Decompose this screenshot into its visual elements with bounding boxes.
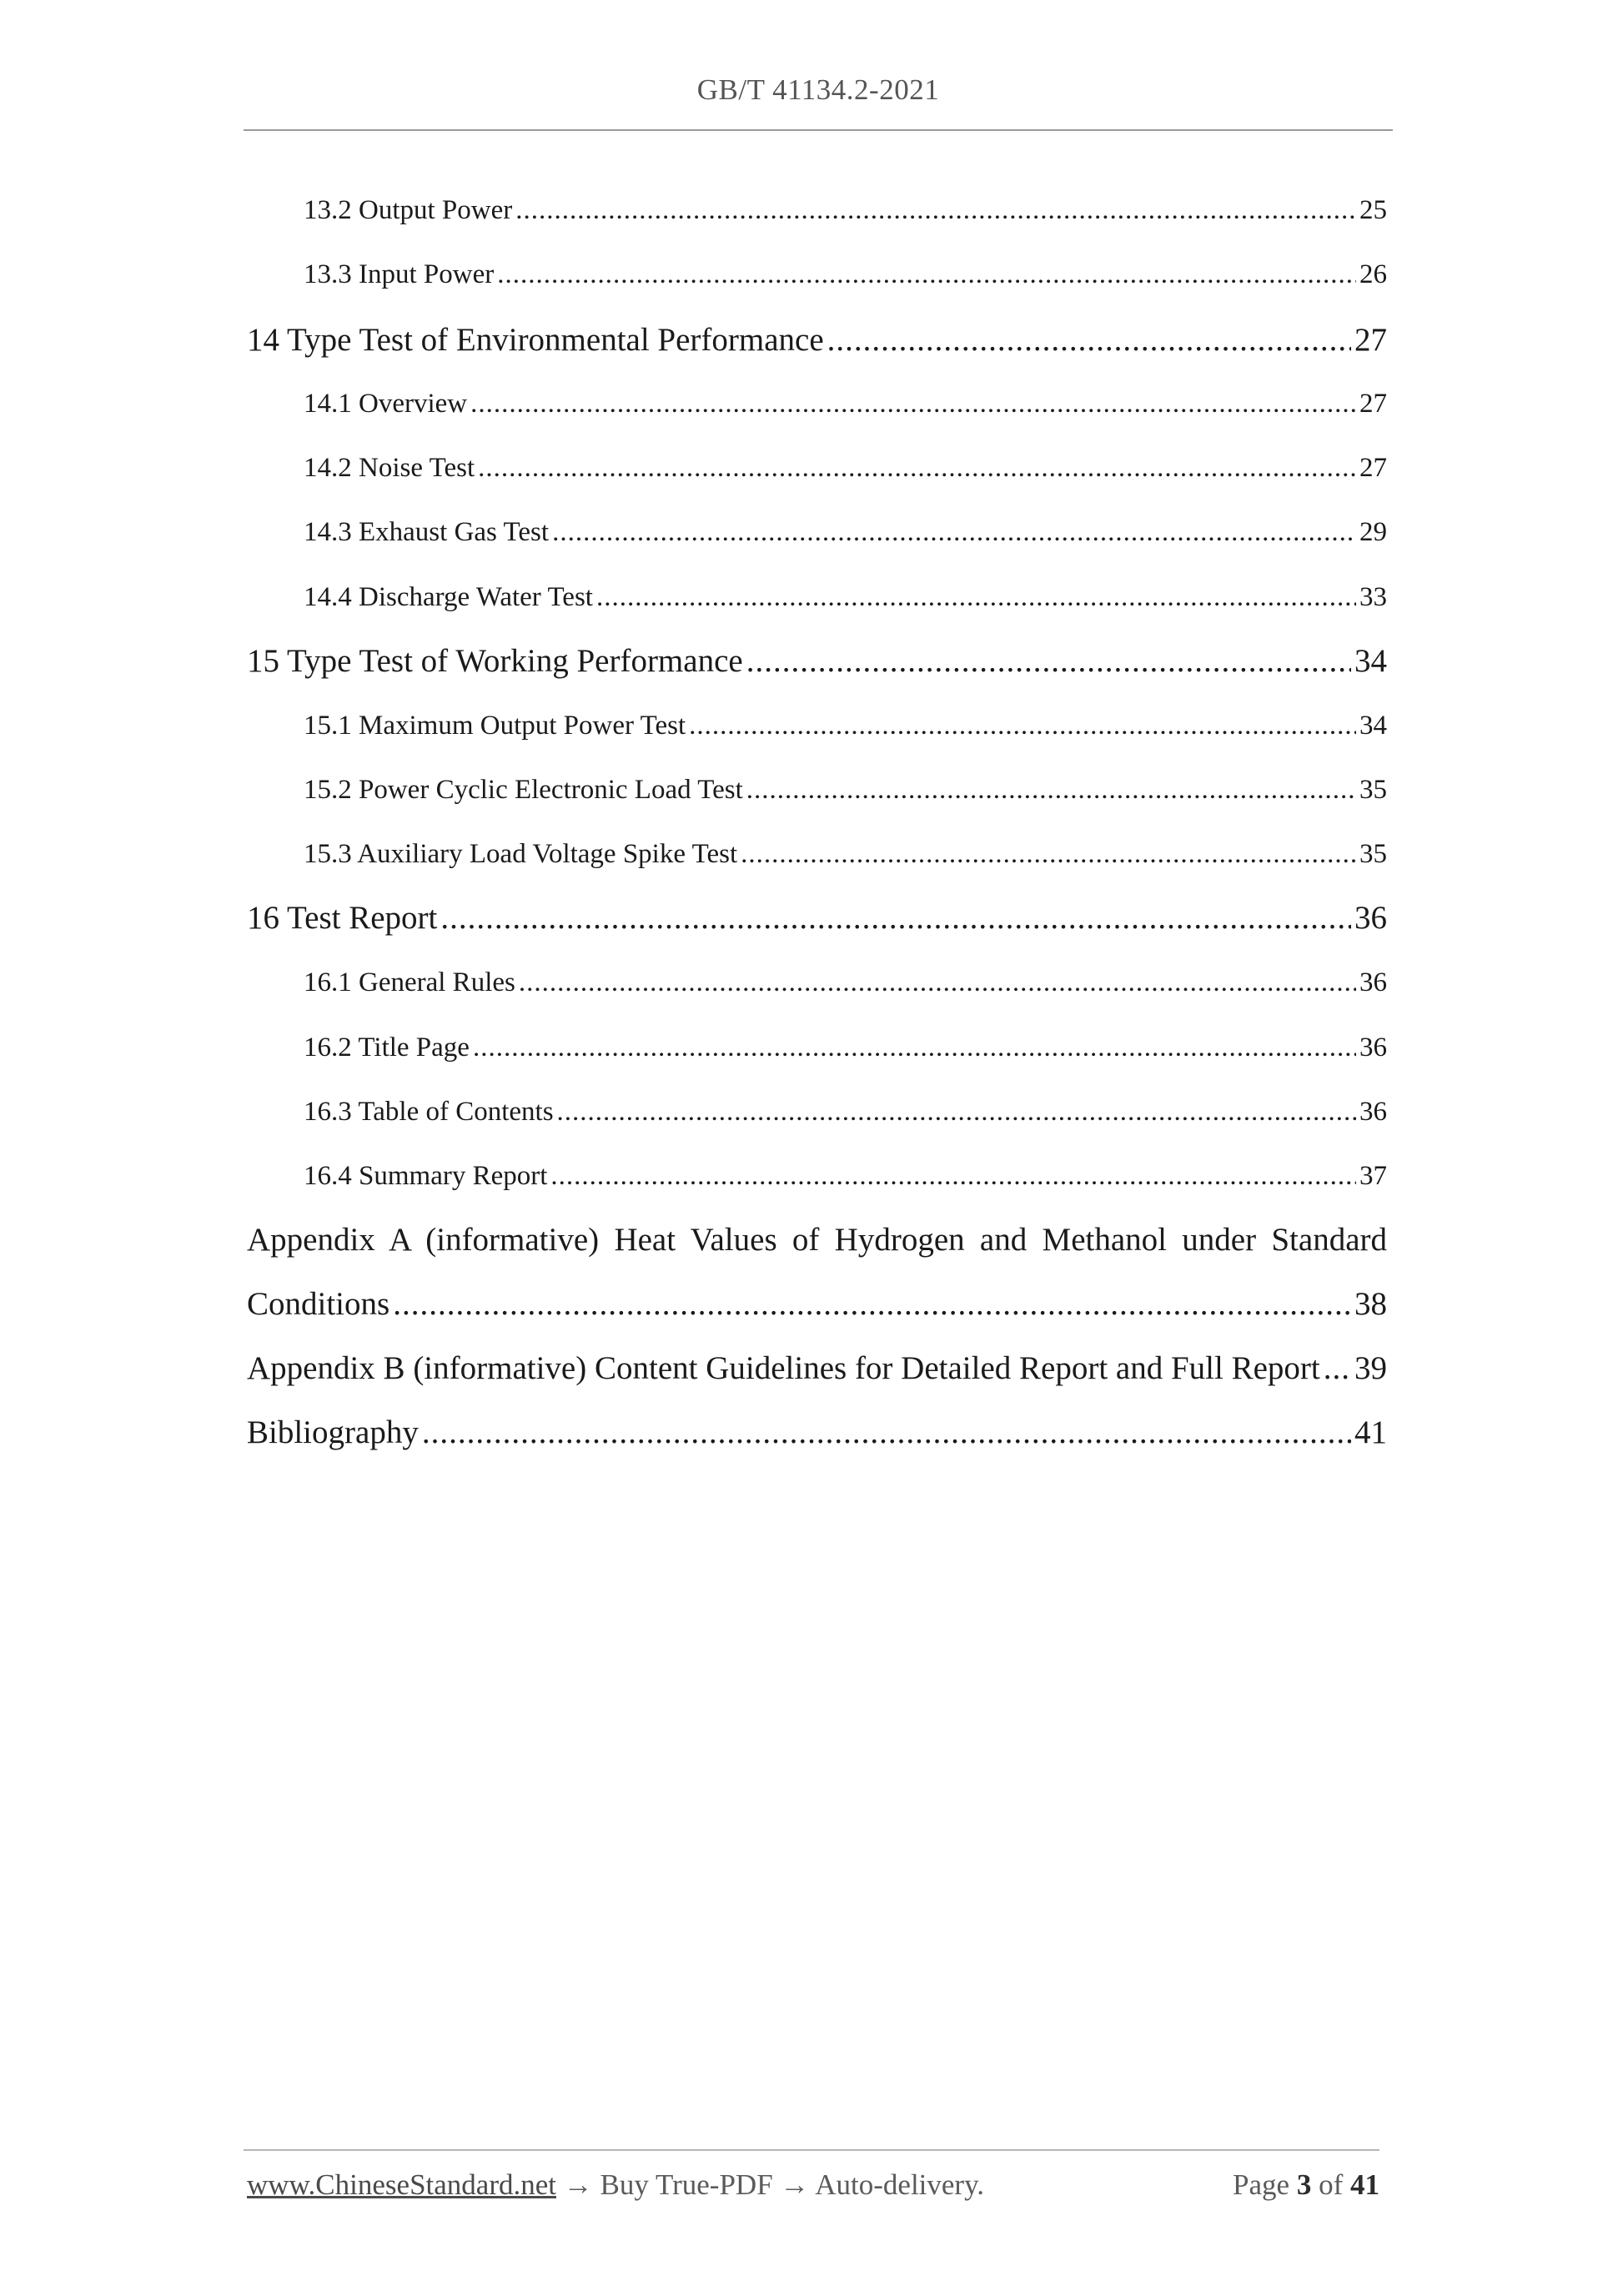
dot-leader [422, 1414, 1351, 1451]
toc-entry[interactable] [247, 642, 1387, 680]
toc-entry-title: 14.2 Noise Test [304, 453, 475, 483]
toc-entry-page: 27 [1354, 322, 1387, 358]
dot-leader [557, 1097, 1356, 1128]
toc-entry-title: Appendix B (informative) Content Guidelines for Detailed Report and Full Report [247, 1350, 1320, 1386]
toc-entry-title: 16.3 Table of Contents [304, 1097, 554, 1127]
toc-entry[interactable] [304, 582, 1387, 613]
toc-entry-title: 13.3 Input Power [304, 259, 495, 289]
toc-entry-page: 41 [1354, 1414, 1387, 1450]
buy-text: Buy True-PDF [600, 2168, 773, 2201]
toc-entry-page: 33 [1359, 582, 1387, 612]
arrow-right-icon: → [563, 2168, 593, 2201]
dot-leader [741, 839, 1356, 870]
dot-leader [550, 1161, 1356, 1192]
toc-entry-page: 36 [1354, 900, 1387, 936]
toc-entry[interactable] [304, 259, 1387, 290]
dot-leader [596, 582, 1356, 613]
toc-entry-page: 39 [1354, 1350, 1387, 1386]
toc-entry-page: 36 [1359, 967, 1387, 997]
toc-entry-page: 35 [1359, 775, 1387, 805]
toc-entry[interactable] [247, 1285, 1387, 1323]
toc-entry-page: 34 [1354, 643, 1387, 679]
dot-leader [827, 321, 1351, 359]
dot-leader [746, 642, 1351, 680]
current-page-number: 3 [1296, 2168, 1312, 2201]
toc-entry-title: 15.2 Power Cyclic Electronic Load Test [304, 775, 743, 805]
toc-entry[interactable] [304, 967, 1387, 998]
toc-entry[interactable] [304, 517, 1387, 548]
dot-leader [478, 453, 1356, 484]
dot-leader [440, 899, 1351, 937]
toc-entry[interactable] [247, 321, 1387, 359]
dot-leader [519, 967, 1356, 998]
toc-entry-title: 14 Type Test of Environmental Performance [247, 322, 824, 358]
toc-entry-title: 14.4 Discharge Water Test [304, 582, 593, 612]
toc-entry-page: 27 [1359, 389, 1387, 419]
toc-entry-page: 38 [1354, 1286, 1387, 1322]
footer-promo [247, 2168, 984, 2202]
dot-leader [1324, 1349, 1351, 1387]
toc-entry-page: 27 [1359, 453, 1387, 483]
dot-leader [393, 1285, 1351, 1323]
toc-entry-appendix-a-line1[interactable] [247, 1221, 1387, 1259]
toc-entry[interactable] [304, 453, 1387, 484]
toc-entry-title: 16.4 Summary Report [304, 1161, 548, 1191]
toc-entry-title: 15 Type Test of Working Performance [247, 643, 743, 679]
delivery-text: Auto-delivery. [815, 2168, 985, 2201]
dot-leader [497, 259, 1356, 290]
dot-leader [473, 1032, 1356, 1063]
toc-entry[interactable] [304, 1161, 1387, 1192]
dot-leader [689, 711, 1356, 741]
of-word: of [1319, 2168, 1344, 2201]
toc-entry[interactable] [304, 839, 1387, 870]
toc-entry-title: 15.1 Maximum Output Power Test [304, 711, 686, 741]
toc-entry[interactable] [247, 1349, 1387, 1387]
toc-entry-title: 13.2 Output Power [304, 195, 513, 225]
site-link[interactable]: www.ChineseStandard.net [247, 2168, 556, 2201]
toc-entry-page: 29 [1359, 517, 1387, 547]
toc-entry[interactable] [304, 1032, 1387, 1063]
page-indicator [1233, 2168, 1379, 2202]
toc-entry[interactable] [247, 899, 1387, 937]
footer-divider [244, 2149, 1379, 2151]
toc-entry-title: 16.1 General Rules [304, 967, 515, 997]
toc-entry-title: Appendix A (informative) Heat Values of Hydrogen and Methanol under Standard [247, 1222, 1387, 1258]
toc-entry[interactable] [304, 389, 1387, 420]
toc-entry-title: 16.2 Title Page [304, 1032, 470, 1063]
dot-leader [552, 517, 1356, 548]
toc-entry-title: 15.3 Auxiliary Load Voltage Spike Test [304, 839, 738, 869]
toc-entry[interactable] [304, 775, 1387, 806]
dot-leader [515, 195, 1356, 226]
page-word: Page [1233, 2168, 1290, 2201]
toc-entry-page: 34 [1359, 711, 1387, 741]
toc-entry-title: 14.3 Exhaust Gas Test [304, 517, 550, 547]
toc-entry-title: 14.1 Overview [304, 389, 468, 419]
arrow-right-icon: → [780, 2168, 810, 2201]
dot-leader [470, 389, 1356, 420]
toc-entry-title: 16 Test Report [247, 900, 438, 936]
toc-entry-page: 25 [1359, 195, 1387, 225]
toc-entry-page: 36 [1359, 1032, 1387, 1063]
toc-entry-title: Conditions [247, 1286, 390, 1322]
toc-entry-title: Bibliography [247, 1414, 419, 1450]
dot-leader [746, 775, 1356, 806]
total-pages-number: 41 [1350, 2168, 1379, 2201]
toc-entry[interactable] [304, 711, 1387, 741]
toc-entry[interactable] [304, 1097, 1387, 1128]
toc-entry-page: 35 [1359, 839, 1387, 869]
toc-entry-page: 36 [1359, 1097, 1387, 1127]
toc-entry-page: 26 [1359, 259, 1387, 289]
toc-entry[interactable] [247, 1414, 1387, 1451]
document-code: GB/T 41134.2-2021 [696, 73, 940, 106]
toc-entry[interactable] [304, 195, 1387, 226]
toc-entry-page: 37 [1359, 1161, 1387, 1191]
